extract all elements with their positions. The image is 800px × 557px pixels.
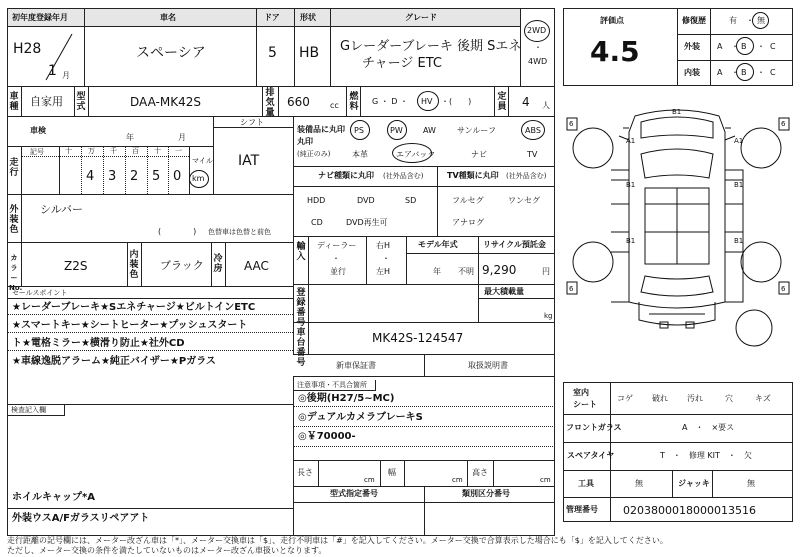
repair-dot: ・ [746,16,754,25]
model-year-unknown: 不明 [458,267,474,276]
nav-dvd-play: DVD再生可 [346,218,388,227]
import-parallel: 並行 [330,267,346,276]
mileage-digit-2: 3 [108,169,117,184]
car-name: スペーシア [136,45,206,61]
spare-label: スペアタイヤ [567,451,615,460]
tv-oneseg: ワンセグ [508,196,540,205]
digit-label-2: 万 [88,147,95,155]
jack-label: ジャッキ [678,479,710,488]
fuel-selected: HV [421,97,433,106]
equip-aw: AW [423,126,436,135]
tv-type-sub: (社外品含む) [506,172,547,180]
ext-grade-a: A [717,42,723,51]
diagram-b1-top: B1 [672,108,682,116]
seat-opt-burn: コゲ [617,394,633,403]
equip-ps: PS [354,126,364,135]
mgmt-number: 0203800018000013516 [623,504,756,517]
sales-line-1: ★レーダーブレーキ★Sエネチャージ★ビルトインETC [12,302,256,313]
diagram-6-fl: 6 [569,120,574,128]
color-no: Z2S [64,259,88,273]
wheel-front-left-icon [573,128,613,168]
model-year-unit: 年 [433,267,441,276]
load-kg: kg [544,312,553,320]
nav-type-label: ナビ種類に丸印 [318,171,374,180]
digit-label-3: 千 [110,147,117,155]
int-grade-a: A [717,68,723,77]
spare-options: T ・ 修理 KIT ・ 欠 [660,451,752,460]
width-label: 幅 [388,468,396,477]
interior-color: ブラック [160,259,204,272]
equip-airbag: エアバック [396,150,436,159]
nav-dvd: DVD [357,196,375,205]
chassis-label: 車台番号 [296,328,306,368]
seat-opt-hole: 穴 [725,394,733,403]
fuel-paren: ・( ) [441,97,472,106]
type-no-label: 型式指定番号 [330,489,378,498]
tv-analog: アナログ [452,218,484,227]
import-label: 輸入 [296,242,306,262]
wheel-rear-left-icon [573,242,613,282]
load-label: 最大積載量 [484,287,524,296]
score-value: 4.5 [590,35,640,68]
grade-line1: Gレーダーブレーキ 後期 Sエネ [340,39,522,54]
chassis-number: MK42S-124547 [372,331,464,345]
door-label: ドア [264,13,280,22]
digit-label-1: 十 [65,147,72,155]
first-reg-label: 初年度登録年月 [12,13,68,22]
nav-sd: SD [405,196,417,205]
repair-label: 修復歴 [682,16,706,25]
mileage-digit-4: 5 [152,169,161,184]
ac-type: AAC [244,259,269,273]
inspection-year: 年 [126,133,134,142]
seat-opt-tear: 破れ [652,394,668,403]
height-cm: cm [540,476,551,484]
exterior-label: 外装 [684,42,700,51]
ext-grade-c: C [770,42,776,51]
nav-type-sub: (社外品含む) [383,172,424,180]
equip-navi: ナビ [471,150,487,159]
height-label: 高さ [472,468,488,477]
recycle-yen: 円 [542,267,550,276]
mileage-digit-5: 0 [173,169,182,184]
warranty-label: 新車保証書 [336,361,376,370]
diagram-b1-rearright: B1 [734,237,744,245]
spare-wheel-icon [736,310,772,346]
use-type: 自家用 [30,95,63,108]
digit-label-4: 百 [132,147,139,155]
sales-line-3: ト★電格ミラー★横滑り防止★社外CD [12,338,185,349]
diagram-b1-left: B1 [626,181,636,189]
model-year-label: モデル年式 [418,240,458,249]
import-dealer: ディーラー [317,241,357,250]
shift-label: シフト [240,118,264,127]
nav-cd: CD [311,218,323,227]
mgmt-label: 管理番号 [566,505,598,514]
color-no-label: カラーNo. [9,254,23,292]
drive-2wd: 2WD [527,26,547,35]
diagram-a1-right: A1 [734,137,744,145]
body-shape: HB [299,45,320,61]
length-label: 長さ [297,468,313,477]
diagram-a1-left: A1 [626,137,636,145]
glass-options: A ・ ×要ス [682,423,735,432]
cc-unit: cc [330,101,339,110]
displacement: 660 [287,95,310,109]
first-reg-month: 1 [48,63,57,79]
exterior-paren: ( ) [158,227,197,236]
nav-hdd: HDD [307,196,326,205]
seat-label-2: シート [573,400,597,409]
seat-opt-stain: 汚れ [687,394,703,403]
sales-point-label: セールスポイント [12,289,68,297]
equip-sunroof: サンルーフ [457,126,496,135]
int-grade-b: B [741,68,747,77]
class-no-label: 類別区分番号 [462,489,510,498]
note-line-1: ◎後期(H27/5~MC) [298,393,395,404]
inspection-label: 車検 [30,126,46,135]
capacity-unit: 人 [542,101,550,110]
equip-leather: 本革 [352,150,368,159]
mileage-label: 走行 [9,158,19,178]
inspector-line-1: ホイルキャップ*A [12,492,95,503]
footer-note-2: ただし、メーター交換の条件を満たしていないものはメーター改ざん車扱いとなります。 [7,546,327,555]
tools-label: 工具 [578,479,594,488]
glass-label: フロントガラス [566,423,622,432]
recycle-amount: 9,290 [482,263,517,277]
seat-label-1: 室内 [573,388,589,397]
equipment-label: 装備品に丸印 [297,125,345,134]
fuel-options: G ・ D ・ [372,97,408,106]
tv-fullseg: フルセグ [452,196,484,205]
displacement-label: 排気量 [265,88,275,118]
tools-value: 無 [635,479,643,488]
int-grade-c: C [770,68,776,77]
digit-label-6: 一 [175,147,182,155]
jack-value: 無 [747,479,755,488]
interior-label: 内装 [684,68,700,77]
km-unit: km [192,174,205,183]
wheel-rear-right-icon [741,242,781,282]
slash-divider [38,30,80,84]
exterior-color-label: 外装色 [9,205,19,235]
shape-label: 形状 [300,13,316,22]
diagram-b1-right: B1 [734,181,744,189]
score-label: 評価点 [600,16,624,25]
diagram-6-fr: 6 [781,120,786,128]
interior-color-label: 内装色 [129,250,139,280]
hand-left: 左H [376,267,391,276]
diagram-6-rl: 6 [569,285,574,293]
inspector-line-2: 外装ウスA/Fガラスリペアアト [12,513,150,524]
note-line-2: ◎デュアルカメラブレーキS [298,412,423,423]
shift: IAT [238,153,260,169]
equipment-title2: 丸印 [297,137,313,146]
model-label: 型式 [76,92,86,112]
repair-yes: 有 [729,16,737,25]
exterior-note: 色替車は色替と前色 [208,228,271,236]
sales-line-2: ★スマートキー★シートヒーター★プッシュスタート [12,320,248,331]
drive-4wd: 4WD [528,57,548,66]
model-code: DAA-MK42S [130,95,201,109]
equipment-sub: (純正のみ) [297,150,331,158]
diagram-b1-rearleft: B1 [626,237,636,245]
door-count: 5 [268,45,277,61]
reg-no-label: 登録番号 [296,288,306,328]
equip-pw: PW [390,126,403,135]
tv-type-label: TV種類に丸印 [447,171,499,180]
diagram-6-rr: 6 [781,285,786,293]
notes-label: 注意事項・不具合箇所 [297,381,367,389]
fuel-label: 燃料 [349,92,359,112]
hand-right: 右H [376,241,391,250]
manual-label: 取扱説明書 [468,361,508,370]
ext-grade-b: B [741,42,747,51]
equip-abs: ABS [525,126,541,135]
import-dot: ・ [332,254,340,263]
length-cm: cm [364,476,375,484]
sales-line-4: ★車線逸脱アラーム★純正バイザー★Pガラス [12,356,216,367]
grade-label: グレード [405,13,437,22]
digit-label-5: 十 [154,147,161,155]
mileage-digit-3: 2 [130,169,139,184]
ac-label: 冷房 [213,254,223,274]
inspection-month: 月 [178,133,186,142]
mileage-sub-label: 記号 [30,148,44,156]
car-name-label: 車名 [160,13,176,22]
use-label: 車種 [9,92,19,112]
mile-label: マイル [192,157,213,165]
inspector-label: 検査記入欄 [11,406,46,414]
exterior-color: シルバー [40,203,83,216]
month-unit: 月 [62,71,70,80]
grade-line2: チャージ ETC [362,56,442,71]
car-damage-diagram [563,92,795,377]
seat-opt-scratch: キズ [755,394,771,403]
width-cm: cm [452,476,463,484]
drive-dot: ・ [534,43,542,52]
repair-no: 無 [757,16,765,25]
wheel-front-right-icon [741,128,781,168]
equip-tv: TV [527,150,538,159]
mileage-digit-1: 4 [86,169,95,184]
recycle-label: リサイクル預託金 [483,240,546,249]
footer-note-1: 走行距離の記号欄には、メーター改ざん車は「*」、メーター交換車は「$」、走行不明車は「#」を記入してください。メーター交換で合算表示した場合にも「$」を記入してください。 [7,536,668,545]
capacity: 4 [522,95,530,109]
note-line-3: ◎￥70000- [298,431,356,442]
first-reg-year: H28 [13,41,42,57]
capacity-label: 定員 [497,92,507,112]
